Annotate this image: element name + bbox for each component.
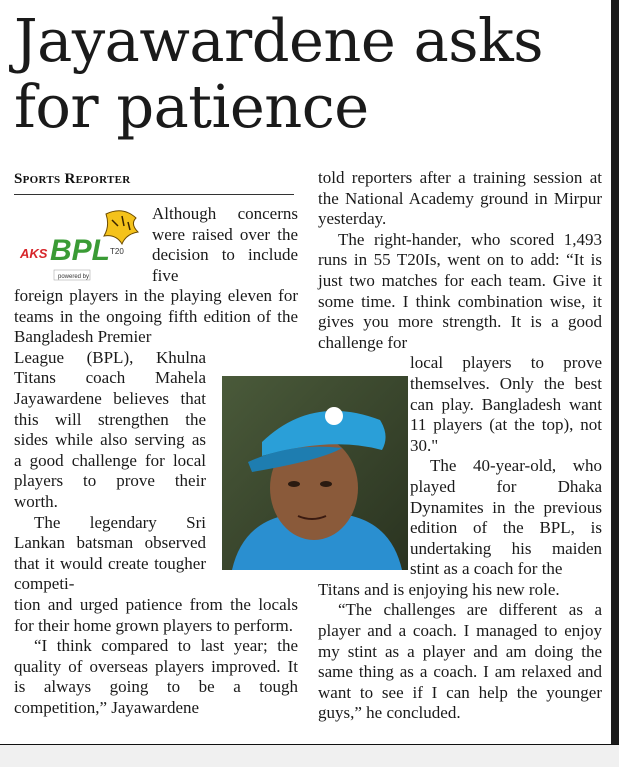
column-2 [318, 168, 602, 738]
paragraph-2a: The legendary Sri Lankan batsman observed that it would create tougher competi- [14, 512, 206, 594]
paragraph-2b: tion and urged patience from the locals for their home grown players to perform. [14, 594, 298, 635]
logo-t20-text: T20 [110, 247, 124, 256]
logo-wrap-space [14, 204, 298, 286]
paragraph-c2-3a: The 40-year-old, who played for Dhaka Dynamites in the previous edition of the BPL, is undertaking his maiden stint as a coach for the [410, 456, 602, 579]
paragraph-1a: Although concerns were raised over the decision to include five [152, 204, 298, 285]
page-edge-bottom [0, 744, 619, 767]
paragraph-c2-3b: Titans and is enjoying his new role. [318, 579, 560, 599]
paragraph-c2-2b: local players to prove themselves. Only the best can play. Bangladesh want 11 players (at the top), not 30." [410, 353, 602, 455]
headline: Jayawardene asks for patience [14, 6, 544, 141]
paragraph-c2-4: “The challenges are different as a player and a coach. I managed to enjoy my stint as a player and am doing the same thing as a coach. I am relaxed and want to see if I can help the younger guys,” he concluded. [318, 600, 602, 723]
paragraph-1c: League (BPL), Khulna Titans coach Mahela Jayawardene believes that this will strengthen the sides while also serving as a good challenge for local players to prove their worth. [14, 347, 206, 511]
photo-wrap-area [14, 348, 206, 595]
paragraph-c2-2a: The right-hander, who scored 1,493 runs in 55 T20Is, went on to add: “It is just two matches for each team. Give it some time. I think combination wise, it gives you more strength. It is a good challenge for [318, 229, 602, 352]
paragraph-3: “I think compared to last year; the quality of overseas players improved. It is always going to be a tough competition,” Jayawardene [14, 636, 298, 717]
left-eye-icon [288, 481, 300, 487]
logo-aks-text: AKS [20, 246, 48, 261]
logo-bpl-text: BPL [50, 234, 110, 267]
paragraph-1b: foreign players in the playing eleven for teams in the ongoing fifth edition of the Bangladesh Premier [14, 286, 298, 347]
byline-divider [14, 194, 294, 195]
photo-wrap-area-2 [410, 353, 602, 580]
paragraph-c2-1: told reporters after a training session at the National Academy ground in Mirpur yesterday. [318, 168, 602, 229]
byline: Sports Reporter [14, 171, 131, 187]
page-edge-right [611, 0, 619, 744]
sponsor-text: powered by [58, 274, 90, 280]
